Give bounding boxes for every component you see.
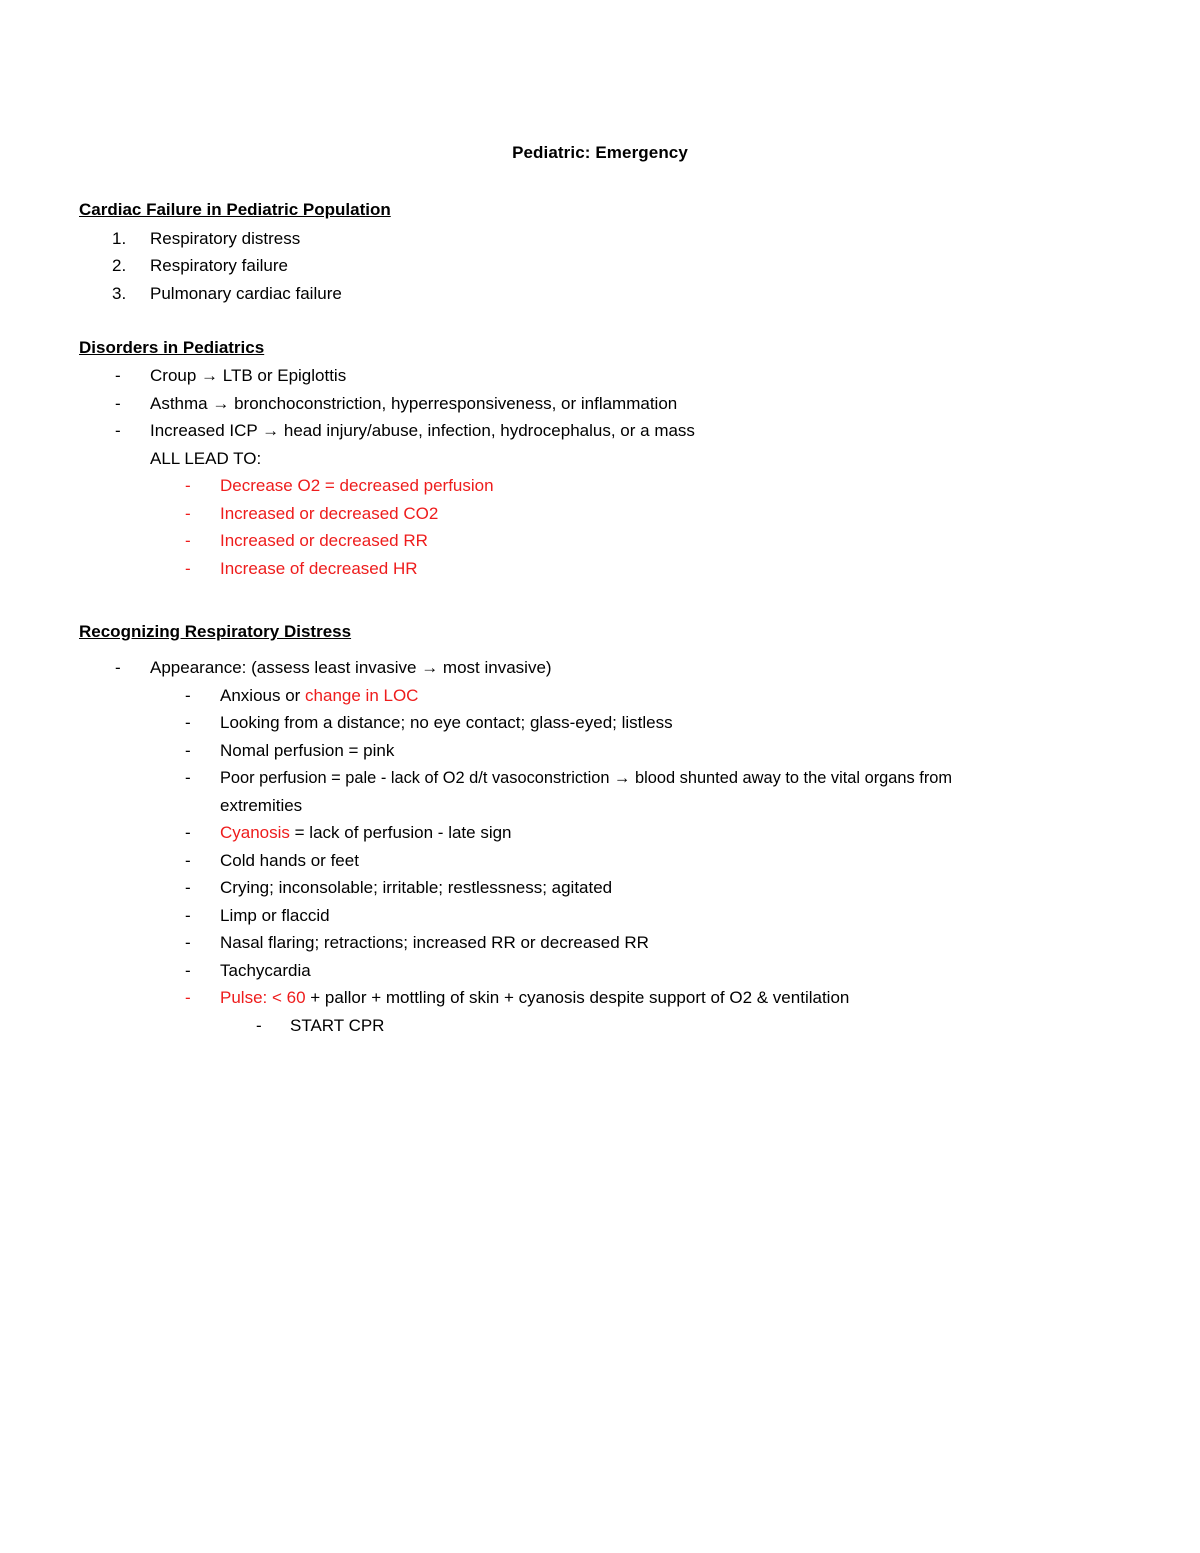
list-item-text: Looking from a distance; no eye contact; glass-eyed; listless [220, 713, 673, 732]
list-item-text: Increased or decreased RR [220, 531, 428, 550]
list-item-text: Pulmonary cardiac failure [150, 284, 342, 303]
bullet-dash: - [185, 741, 191, 760]
list-item-text: Respiratory failure [150, 256, 288, 275]
bullet-dash: - [185, 988, 191, 1007]
list-item-text: + pallor + mottling of skin + cyanosis despite support of O2 & ventilation [305, 988, 850, 1007]
list-number: 3. [112, 284, 127, 303]
bullet-dash: - [185, 851, 191, 870]
bullet-dash: - [185, 504, 191, 523]
list-item-text: Increased ICP → head injury/abuse, infection, hydrocephalus, or a mass [150, 421, 695, 440]
list-item-text: Nomal perfusion = pink [220, 741, 395, 760]
list-item-text: Limp or flaccid [220, 906, 330, 925]
list-item-text: Cold hands or feet [220, 851, 359, 870]
list-item-text: Nasal flaring; retractions; increased RR or decreased RR [220, 933, 649, 952]
list-number: 1. [112, 229, 127, 248]
bullet-dash: - [185, 686, 191, 705]
list-item-text: Crying; inconsolable; irritable; restlessness; agitated [220, 878, 613, 897]
bullet-dash: - [115, 658, 121, 677]
list-item-text: = lack of perfusion - late sign [289, 823, 512, 842]
bullet-dash: - [185, 713, 191, 732]
list-item-text: START CPR [290, 1016, 385, 1035]
bullet-dash: - [185, 961, 191, 980]
heading-cardiac-failure: Cardiac Failure in Pediatric Population [79, 200, 391, 219]
list-number: 2. [112, 256, 127, 275]
list-item-text: extremities [220, 796, 303, 815]
bullet-dash: - [185, 906, 191, 925]
list-item-text: Increased or decreased CO2 [220, 504, 439, 523]
bullet-dash: - [185, 559, 191, 578]
list-item-text: Poor perfusion = pale - lack of O2 d/t vasoconstriction → blood shunted away to the vital organs from [220, 769, 953, 787]
bullet-dash: - [185, 531, 191, 550]
bullet-dash: - [185, 476, 191, 495]
list-item-text: Decrease O2 = decreased perfusion [220, 476, 494, 495]
highlight-text: change in LOC [305, 686, 419, 705]
list-item-text: Increase of decreased HR [220, 559, 418, 578]
lead-label: ALL LEAD TO: [150, 449, 262, 468]
bullet-dash: - [115, 366, 121, 385]
list-item-text: Anxious or [220, 686, 306, 705]
bullet-dash: - [185, 933, 191, 952]
bullet-dash: - [185, 768, 191, 787]
list-item-text: Tachycardia [220, 961, 311, 980]
highlight-text: Pulse: < 60 [220, 988, 306, 1007]
bullet-dash: - [256, 1016, 262, 1035]
list-item-text: Appearance: (assess least invasive → most invasive) [150, 658, 552, 677]
highlight-text: Cyanosis [220, 823, 290, 842]
page-title: Pediatric: Emergency [512, 143, 688, 162]
heading-disorders: Disorders in Pediatrics [79, 338, 265, 357]
bullet-dash: - [185, 878, 191, 897]
bullet-dash: - [115, 394, 121, 413]
list-item-text: Respiratory distress [150, 229, 301, 248]
heading-recognizing-distress: Recognizing Respiratory Distress [79, 622, 352, 641]
list-item-text: Croup → LTB or Epiglottis [150, 366, 347, 385]
bullet-dash: - [185, 823, 191, 842]
bullet-dash: - [115, 421, 121, 440]
list-item-text: Asthma → bronchoconstriction, hyperresponsiveness, or inflammation [150, 394, 678, 413]
